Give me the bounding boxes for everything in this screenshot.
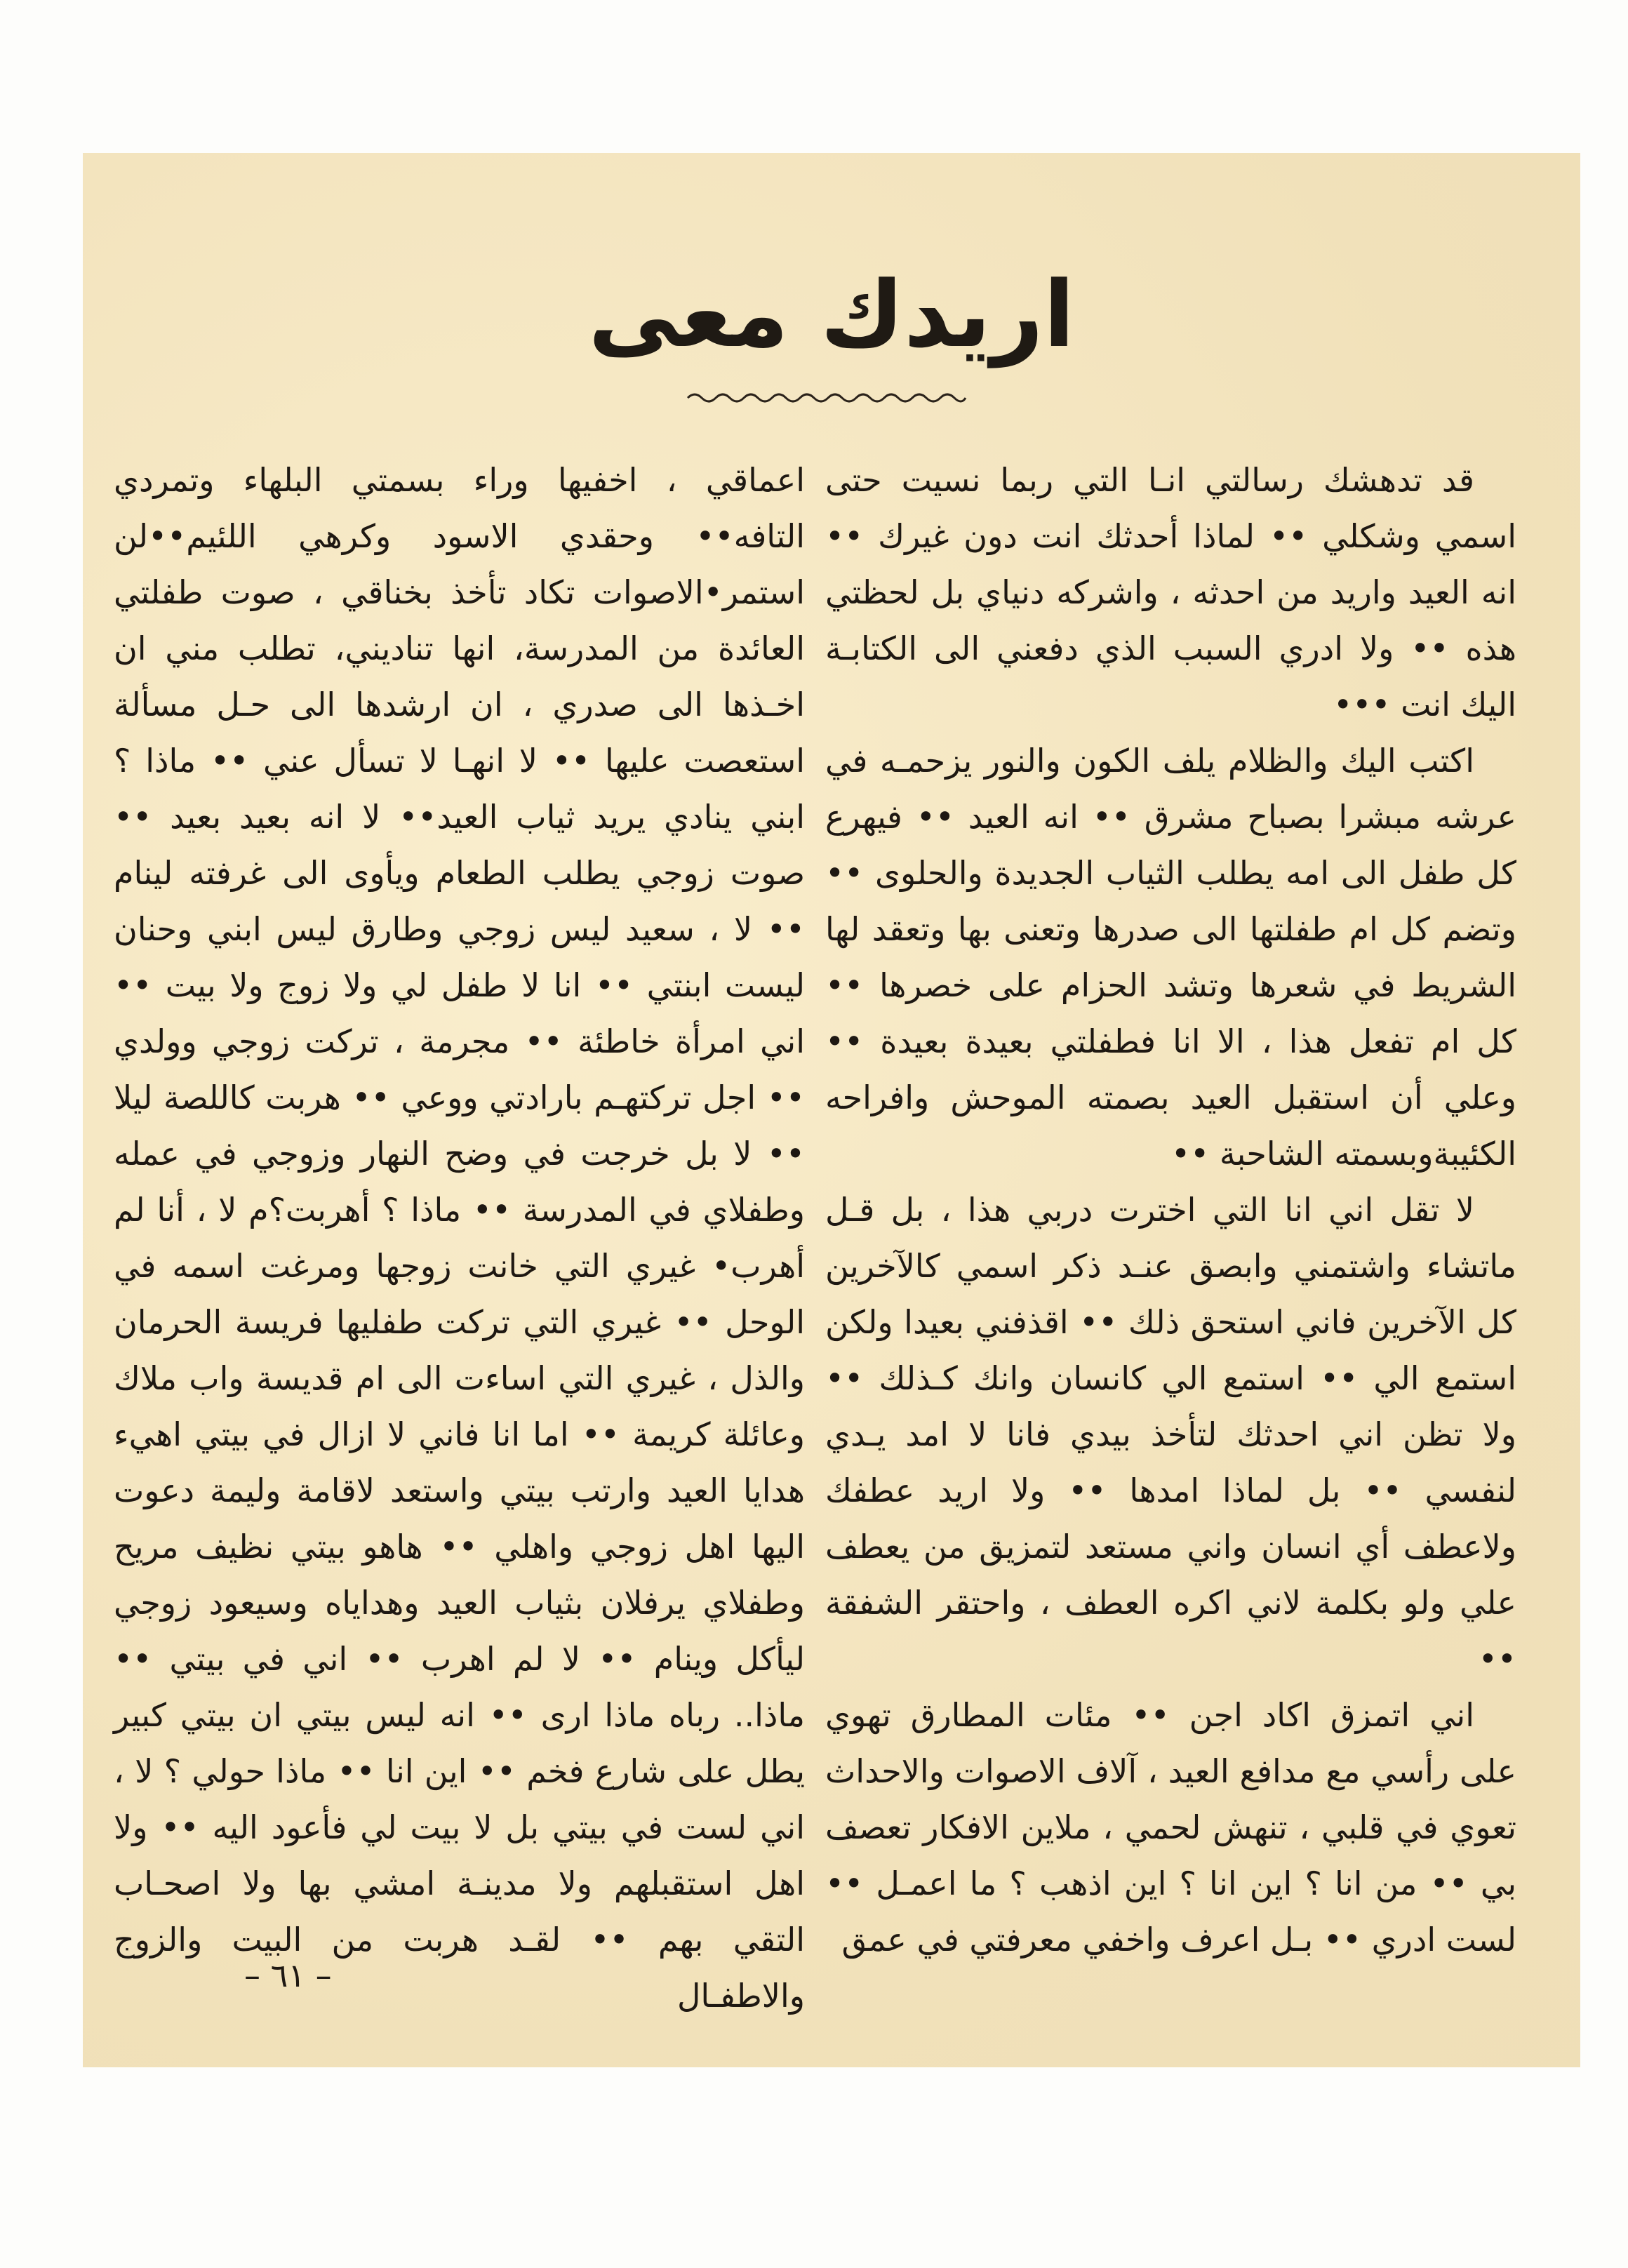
paragraph-1: قد تدهشك رسالتي انـا التي ربما نسيت حتى اسمي وشكلي •• لماذا أحدثك انت دون غيرك •• انه العيد واريد من احدثه ، واشركه دنياي بل لحظتي هذه •• ولا ادري السبب الذي دفعني الى الكتابـة اليك انت ••• — [825, 461, 1516, 723]
article-title: اريدك معى — [588, 261, 1075, 368]
title-ornament-wave — [686, 387, 967, 408]
paragraph-5: اعماقي ، اخفيها وراء بسمتي البلهاء وتمردي التافه•• وحقدي الاسود وكرهي اللئيم••لن استمر•الاصوات تكاد تأخذ بخناقي ، صوت طفلتي العائدة من المدرسة، انها تناديني، تطلب مني ان اخـذها الى صدري ، ان ارشدها الى حـل مسألة استعصت عليها •• لا انهـا لا تسأل عني •• ماذا ؟ ابني ينادي يريد ثياب العيد•• لا انه بعيد بعيد •• صوت زوجي يطلب الطعام ويأوى الى غرفته لينام •• لا ، سعيد ليس زوجي وطارق ليس ابني وحنان ليست ابنتي •• انا لا طفل لي ولا زوج ولا بيت •• اني امرأة خاطئة •• مجرمة ، تركت زوجي وولدي •• اجل تركتهـم بارادتي ووعي •• هربت كاللصة ليلا •• لا بل خرجت في وضح النهار وزوجي في عمله وطفلاي في المدرسة •• ماذا ؟ أهربت؟م لا ، أنا لم أهرب• غيري التي خانت زوجها ومرغت اسمه في الوحل •• غيري التي تركت طفليها فريسة الحرمان والذل ، غيري التي اساءت الى ام قديسة واب ملاك وعائلة كريمة •• اما انا فاني لا ازال في بيتي اهيء هدايا العيد وارتب بيتي واستعد لاقامة وليمة دعوت اليها اهل زوجي واهلي •• هاهو بيتي نظيف مريح وطفلاي يرفلان بثياب العيد وهداياه وسيعود زوجي ليأكل وينام •• لا لم اهرب •• اني في بيتي •• ماذا.. رباه ماذا ارى •• انه ليس بيتي ان بيتي كبير يطل على شارع فخم •• اين انا •• ماذا حولي ؟ لا ، اني لست في بيتي بل لا بيت لي فأعود اليه •• ولا اهل استقبلهم ولا مدينـة امشي بها ولا اصحـاب التقي بهم •• لقـد هربت من البيت والزوج والاطفـال — [114, 461, 805, 2015]
left-column — [114, 452, 805, 2024]
page-sheet — [83, 153, 1580, 2067]
paragraph-2: اكتب اليك والظلام يلف الكون والنور يزحمـه في عرشه مبشرا بصباح مشرق •• انه العيد •• فيهرع كل طفل الى امه يطلب الثياب الجديدة والحلوى •• وتضم كل ام طفلتها الى صدرها وتعنى بها وتعقد لها الشريط في شعرها وتشد الحزام على خصرها •• كل ام تفعل هذا ، الا انا فطفلتي بعيدة بعيدة •• وعلي أن استقبل العيد بصمته الموحش وافراحه الكئيبةوبسمته الشاحبة •• — [825, 742, 1516, 1173]
right-column — [825, 452, 1516, 1968]
paragraph-3: لا تقل اني انا التي اخترت دربي هذا ، بل قـل ماتشاء واشتمني وابصق عنـد ذكر اسمي كالآخرين كل الآخرين فاني استحق ذلك •• اقذفني بعيدا ولكن استمع الي •• استمع الي كانسان وانك كـذلك •• ولا تظن اني احدثك لتأخذ بيدي فانا لا امد يـدي لنفسي •• بل لماذا امدها •• ولا اريد عطفك ولاعطف أي انسان واني مستعد لتمزيق من يعطف علي ولو بكلمة لاني اكره العطف ، واحتقر الشفقة •• — [825, 1191, 1516, 1678]
paragraph-4: اني اتمزق اكاد اجن •• مئات المطارق تهوي على رأسي مع مدافع العيد ، آلاف الاصوات والاحداث تعوي في قلبي ، تنهش لحمي ، ملاين الافكار تعصف بي •• من انا ؟ اين انا ؟ اين اذهب ؟ ما اعمـل •• لست ادري •• بـل اعرف واخفي معرفتي في عمق — [825, 1696, 1516, 1959]
page-number: – ٦١ – — [244, 1956, 332, 1994]
